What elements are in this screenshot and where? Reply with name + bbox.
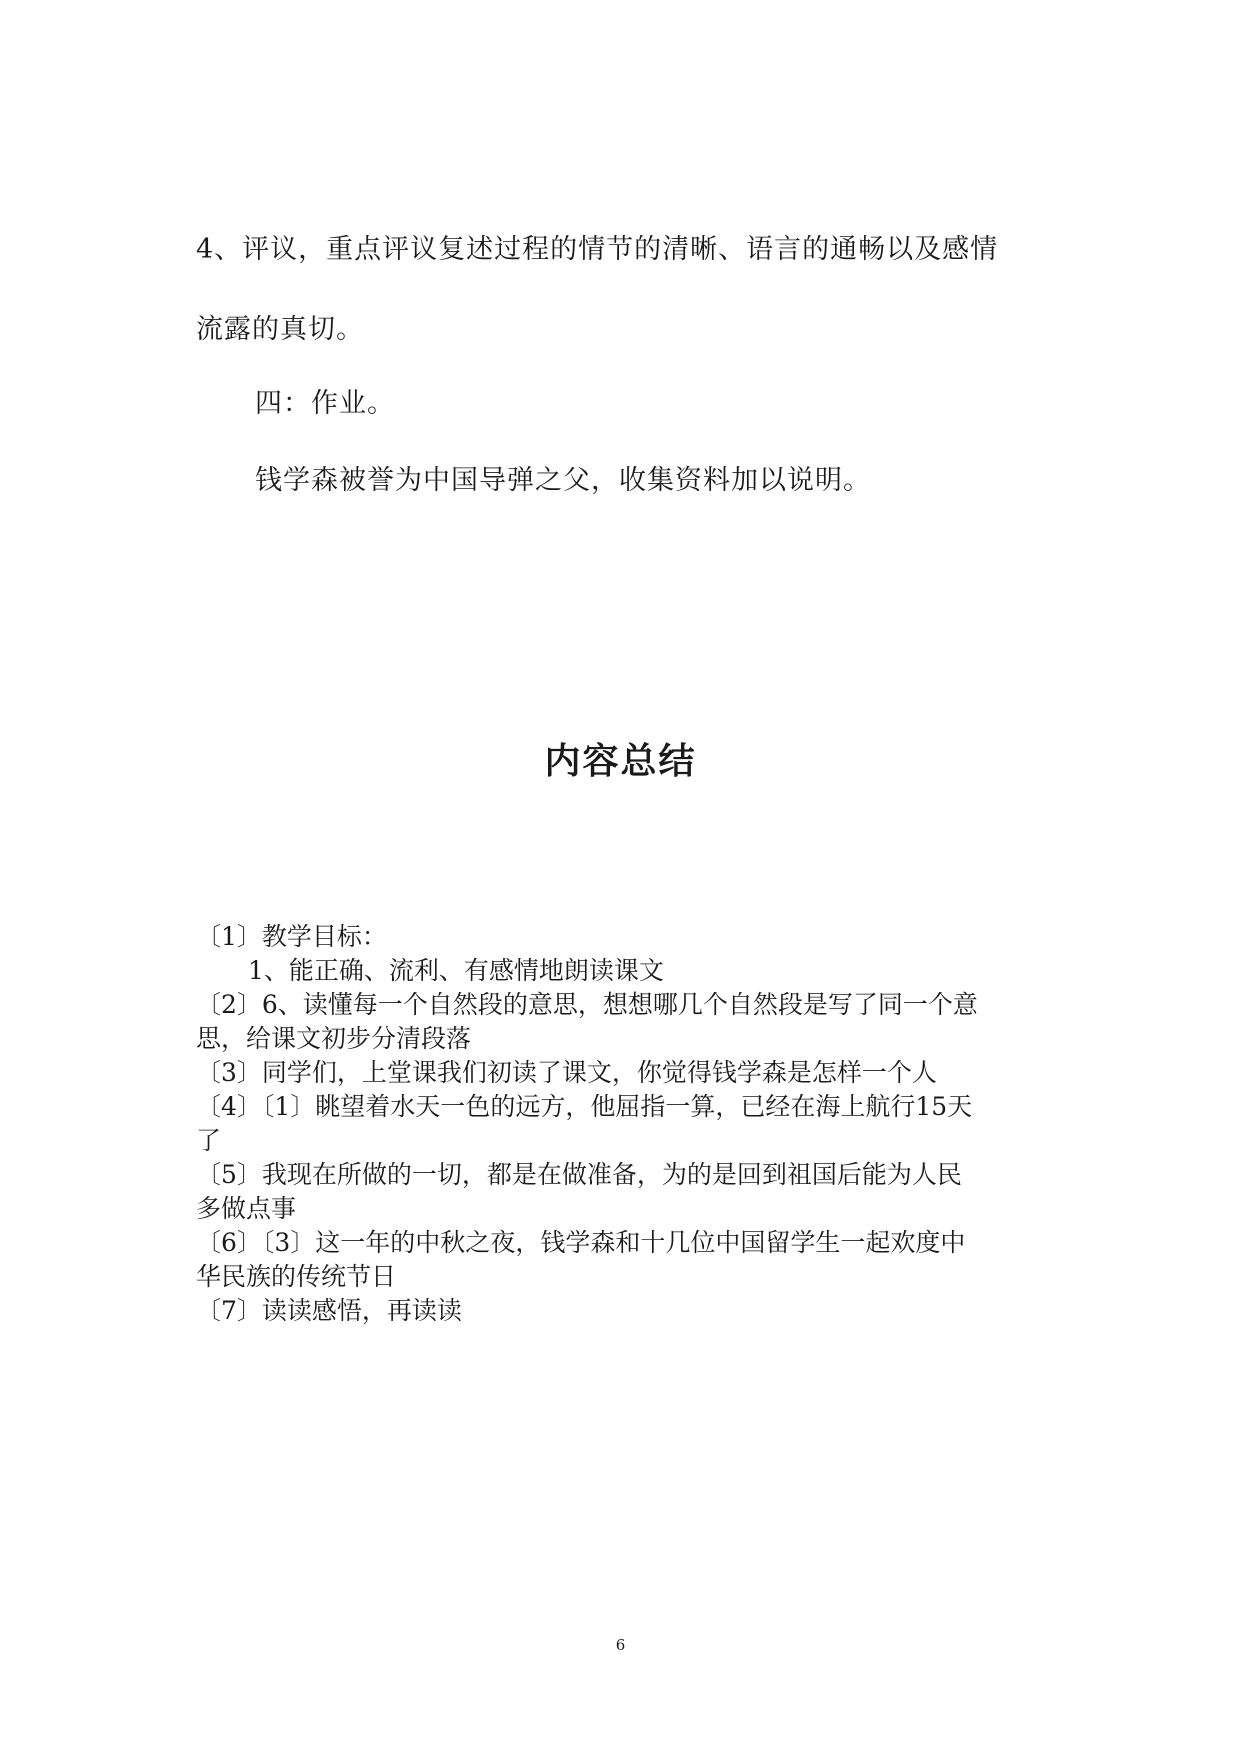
summary-line: 多做点事 bbox=[196, 1194, 297, 1223]
summary-line: 〔5〕我现在所做的一切，都是在做准备，为的是回到祖国后能为人民 bbox=[196, 1160, 962, 1189]
body-paragraph-evaluation-continued: 流露的真切。 bbox=[196, 314, 364, 345]
page-number: 6 bbox=[615, 1636, 626, 1654]
homework-heading: 四：作业。 bbox=[255, 388, 395, 419]
summary-line: 了 bbox=[196, 1126, 222, 1155]
summary-line: 1、能正确、流利、有感情地朗读课文 bbox=[248, 956, 664, 985]
summary-list bbox=[196, 920, 1056, 1328]
summary-line: 〔7〕读读感悟，再读读 bbox=[196, 1296, 462, 1325]
summary-line: 〔1〕教学目标： bbox=[196, 922, 387, 951]
summary-line: 〔4〕〔1〕眺望着水天一色的远方，他屈指一算，已经在海上航行15天 bbox=[196, 1092, 973, 1121]
summary-line: 〔6〕〔3〕这一年的中秋之夜，钱学森和十几位中国留学生一起欢度中 bbox=[196, 1228, 966, 1257]
body-paragraph-evaluation: 4、评议，重点评议复述过程的情节的清晰、语言的通畅以及感情 bbox=[196, 234, 999, 265]
summary-title: 内容总结 bbox=[544, 741, 697, 782]
summary-line: 〔2〕6、读懂每一个自然段的意思，想想哪几个自然段是写了同一个意 bbox=[196, 990, 978, 1019]
summary-line: 〔3〕同学们，上堂课我们初读了课文，你觉得钱学森是怎样一个人 bbox=[196, 1058, 937, 1087]
summary-line: 思，给课文初步分清段落 bbox=[196, 1024, 472, 1053]
homework-text: 钱学森被誉为中国导弹之父，收集资料加以说明。 bbox=[255, 465, 871, 496]
summary-line: 华民族的传统节日 bbox=[196, 1262, 397, 1291]
